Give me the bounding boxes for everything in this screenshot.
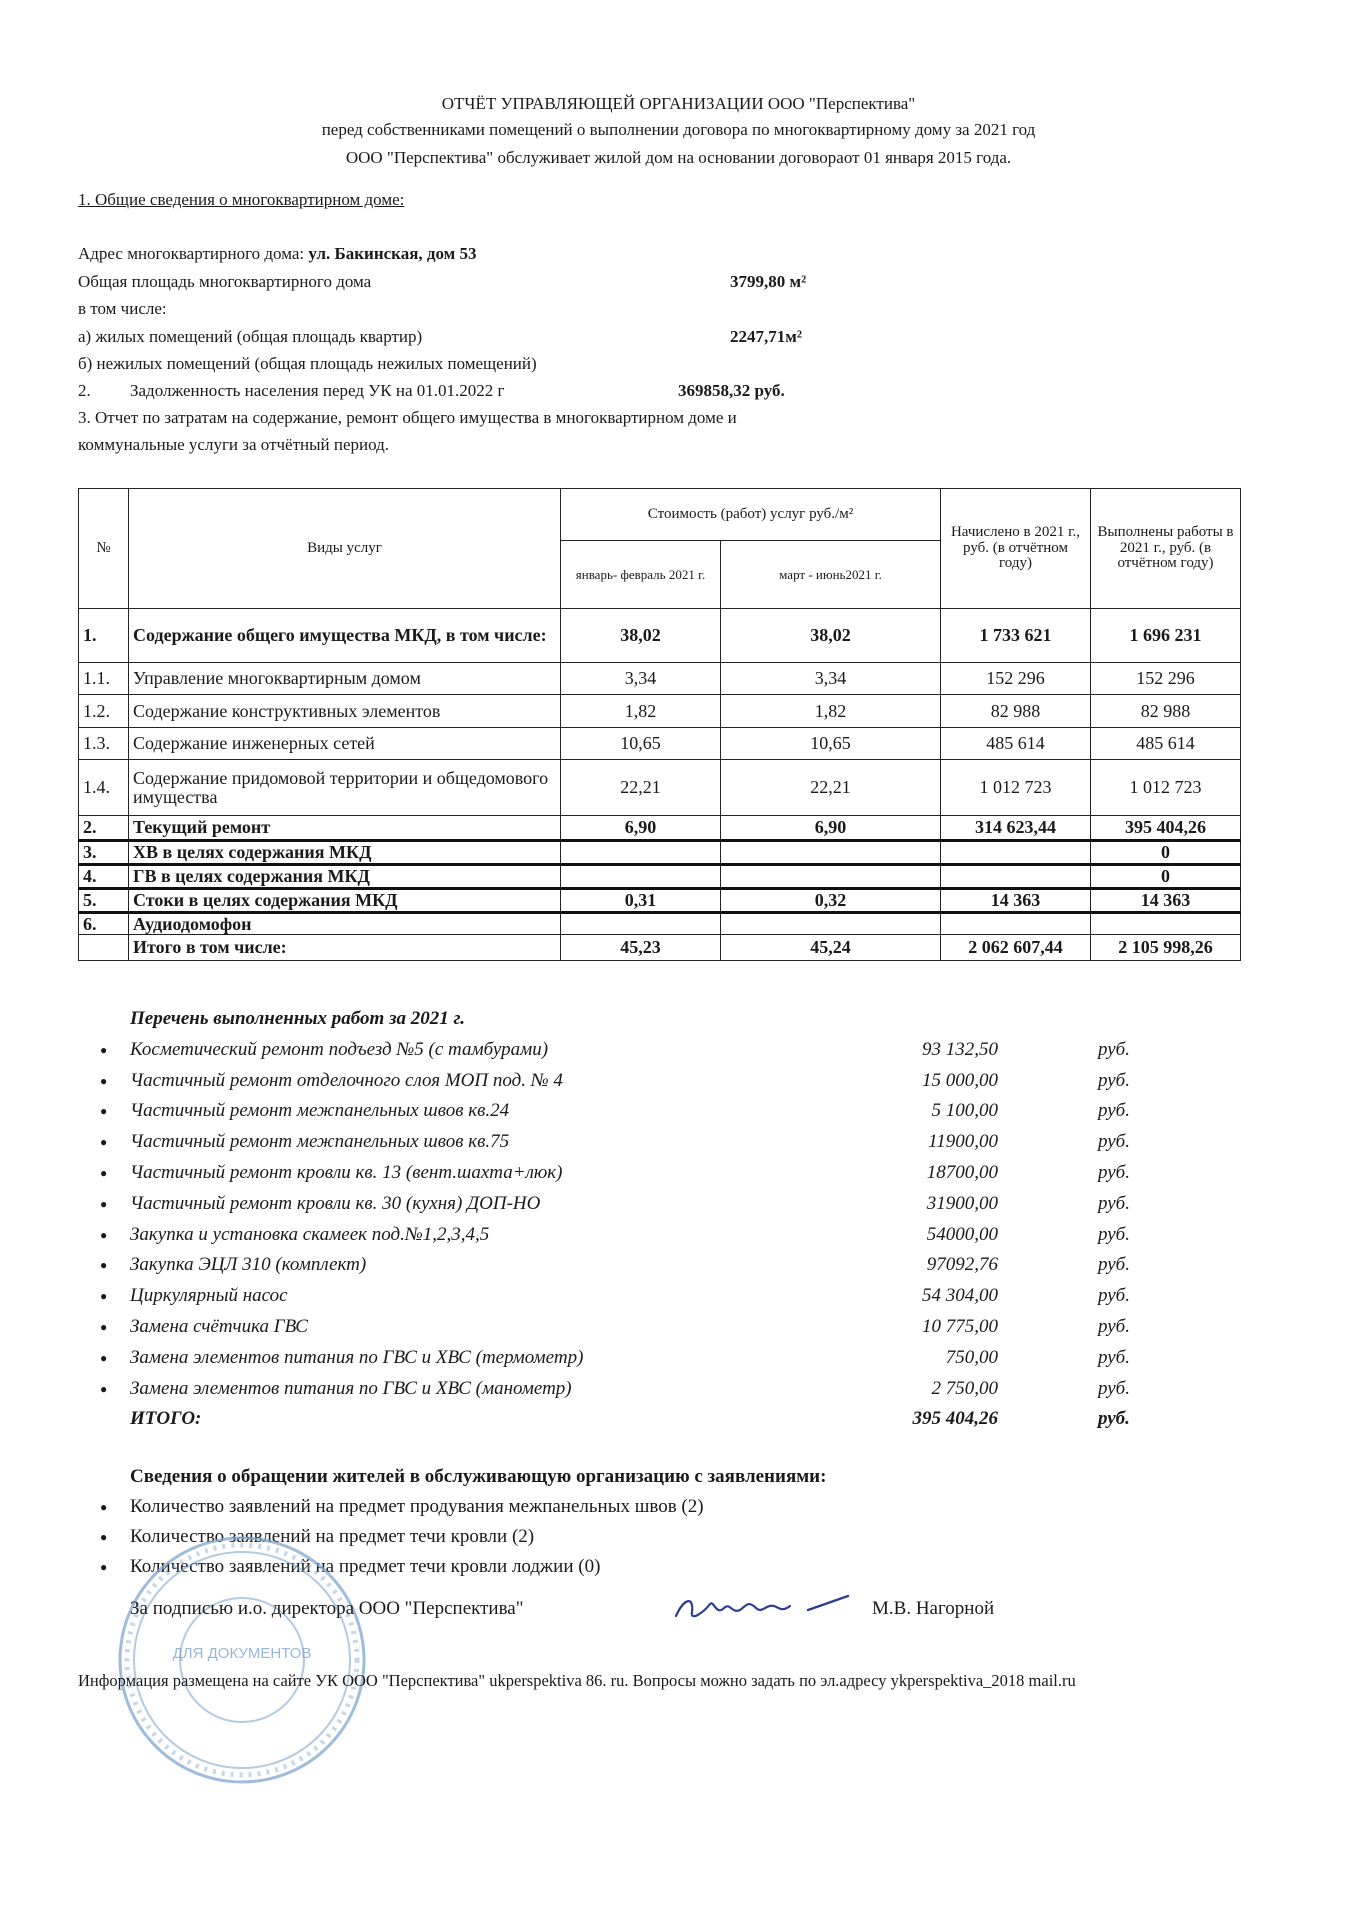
row-p1: 3,34 — [561, 663, 721, 695]
row-name: Содержание инженерных сетей — [129, 728, 561, 760]
row-done: 1 696 231 — [1091, 609, 1241, 663]
work-amount: 10 775,00 — [922, 1315, 998, 1337]
work-name: Замена элементов питания по ГВС и ХВС (манометр) — [130, 1377, 572, 1399]
row-num: 1.2. — [79, 695, 129, 728]
row-num: 5. — [79, 889, 129, 913]
row-done: 2 105 998,26 — [1091, 935, 1241, 961]
appeals-heading: Сведения о обращении жителей в обслуживающую организацию с заявлениями: — [130, 1466, 827, 1487]
row-p1: 22,21 — [561, 760, 721, 816]
work-currency: руб. — [1098, 1069, 1130, 1091]
work-amount: 750,00 — [945, 1346, 998, 1368]
row-p2 — [721, 865, 941, 889]
row-done: 485 614 — [1091, 728, 1241, 760]
row-p2: 10,65 — [721, 728, 941, 760]
address-label: Адрес многоквартирного дома: — [78, 244, 305, 263]
row-p2 — [721, 913, 941, 935]
debt-value: 369858,32 руб. — [678, 381, 785, 400]
bullet-icon: ● — [100, 1530, 108, 1544]
row-done — [1091, 913, 1241, 935]
living-area-value: 2247,71м² — [730, 327, 802, 346]
section3-line1: 3. Отчет по затратам на содержание, ремонт общего имущества в многоквартирном доме и — [78, 408, 737, 427]
table-row — [79, 760, 1241, 816]
row-p2: 1,82 — [721, 695, 941, 728]
row-name: Итого в том числе: — [129, 935, 561, 961]
row-p1: 45,23 — [561, 935, 721, 961]
row-p2: 45,24 — [721, 935, 941, 961]
table-row — [79, 695, 1241, 728]
row-p1 — [561, 841, 721, 865]
bullet-icon: ● — [100, 1073, 108, 1088]
row-charged: 152 296 — [941, 663, 1091, 695]
list-item — [100, 1158, 1140, 1189]
work-currency: руб. — [1098, 1346, 1130, 1368]
including-label: в том числе: — [78, 299, 167, 318]
appeal-text: Количество заявлений на предмет течи кровли лоджии (0) — [130, 1556, 601, 1577]
table-total-row — [79, 935, 1241, 961]
appeal-text: Количество заявлений на предмет течи кровли (2) — [130, 1526, 535, 1547]
debt-label: Задолженность населения перед УК на 01.01.2022 г — [130, 381, 505, 400]
header-period2: март - июнь2021 г. — [721, 541, 941, 609]
row-p2: 22,21 — [721, 760, 941, 816]
address-row — [78, 244, 477, 264]
work-name: Замена счётчика ГВС — [130, 1315, 308, 1337]
row-charged: 314 623,44 — [941, 816, 1091, 841]
bullet-icon: ● — [100, 1258, 108, 1273]
bullet-icon: ● — [100, 1500, 108, 1514]
table-row — [79, 841, 1241, 865]
signature-image — [670, 1582, 860, 1632]
work-amount: 2 750,00 — [931, 1377, 998, 1399]
header-services: Виды услуг — [129, 489, 561, 609]
bullet-icon: ● — [100, 1350, 108, 1365]
row-p2: 0,32 — [721, 889, 941, 913]
list-item — [100, 1281, 1140, 1312]
row-p2: 38,02 — [721, 609, 941, 663]
total-area-value: 3799,80 м² — [730, 272, 807, 291]
work-amount: 54000,00 — [926, 1223, 998, 1245]
work-currency: руб. — [1098, 1285, 1130, 1307]
row-name: Текущий ремонт — [129, 816, 561, 841]
work-currency: руб. — [1098, 1377, 1130, 1399]
header-cost: Стоимость (работ) услуг руб./м² — [561, 489, 941, 541]
works-total-currency: руб. — [1098, 1408, 1130, 1430]
work-amount: 31900,00 — [926, 1192, 998, 1214]
list-item — [100, 1343, 1140, 1374]
header-num: № — [79, 489, 129, 609]
row-charged: 2 062 607,44 — [941, 935, 1091, 961]
work-currency: руб. — [1098, 1223, 1130, 1245]
list-item — [100, 1096, 1140, 1127]
section3-line2: коммунальные услуги за отчётный период. — [78, 435, 390, 454]
row-name: ГВ в целях содержания МКД — [129, 865, 561, 889]
organization-stamp — [112, 1530, 372, 1790]
row-name: Содержание общего имущества МКД, в том числе: — [129, 609, 561, 663]
row-num: 1. — [79, 609, 129, 663]
row-num: 2. — [79, 816, 129, 841]
footer-info: Информация размещена на сайте УК ООО "Перспектива" ukperspektiva 86. ru. Вопросы можно задать по эл.адресу ykperspektiva_2018 mail.ru — [78, 1671, 1076, 1690]
report-contract-line: ООО "Перспектива" обслуживает жилой дом на основании договораот 01 января 2015 года. — [345, 148, 1012, 167]
row-name: Стоки в целях содержания МКД — [129, 889, 561, 913]
work-amount: 18700,00 — [926, 1161, 998, 1183]
table-row — [79, 913, 1241, 935]
debt-number: 2. — [78, 381, 91, 400]
row-charged: 1 012 723 — [941, 760, 1091, 816]
row-p1 — [561, 865, 721, 889]
works-total-row — [100, 1404, 1140, 1435]
report-subtitle: перед собственниками помещений о выполнении договора по многоквартирному дому за 2021 год — [321, 120, 1036, 139]
work-name: Частичный ремонт межпанельных швов кв.24 — [130, 1100, 510, 1122]
list-item — [100, 1127, 1140, 1158]
list-item — [100, 1220, 1140, 1251]
row-p1: 10,65 — [561, 728, 721, 760]
bullet-icon: ● — [100, 1319, 108, 1334]
list-item — [100, 1189, 1140, 1220]
work-currency: руб. — [1098, 1192, 1130, 1214]
bullet-icon: ● — [100, 1104, 108, 1119]
row-num: 1.1. — [79, 663, 129, 695]
appeal-text: Количество заявлений на предмет продувания межпанельных швов (2) — [130, 1496, 704, 1517]
work-name: Закупка ЭЦЛ 310 (комплект) — [130, 1254, 367, 1276]
work-amount: 93 132,50 — [922, 1038, 998, 1060]
list-item — [100, 1374, 1140, 1405]
row-name: ХВ в целях содержания МКД — [129, 841, 561, 865]
work-amount: 11900,00 — [928, 1131, 998, 1153]
works-heading-row — [100, 1004, 1140, 1035]
row-done: 0 — [1091, 865, 1241, 889]
bullet-icon: ● — [100, 1227, 108, 1242]
work-name: Частичный ремонт кровли кв. 30 (кухня) ДОП-НО — [130, 1192, 541, 1214]
work-currency: руб. — [1098, 1161, 1130, 1183]
living-area-label: а) жилых помещений (общая площадь квартир) — [78, 327, 423, 346]
work-amount: 5 100,00 — [931, 1100, 998, 1122]
row-p2 — [721, 841, 941, 865]
row-name: Аудиодомофон — [129, 913, 561, 935]
work-name: Закупка и установка скамеек под.№1,2,3,4,5 — [130, 1223, 490, 1245]
header-period1: январь- февраль 2021 г. — [561, 541, 721, 609]
row-num: 1.4. — [79, 760, 129, 816]
work-currency: руб. — [1098, 1131, 1130, 1153]
work-name: Частичный ремонт межпанельных швов кв.75 — [130, 1131, 510, 1153]
row-charged — [941, 841, 1091, 865]
row-num: 1.3. — [79, 728, 129, 760]
address-value: ул. Бакинская, дом 53 — [308, 244, 477, 263]
row-name: Содержание конструктивных элементов — [129, 695, 561, 728]
bullet-icon: ● — [100, 1289, 108, 1304]
row-done: 1 012 723 — [1091, 760, 1241, 816]
table-row — [79, 609, 1241, 663]
work-amount: 15 000,00 — [922, 1069, 998, 1091]
row-p2: 6,90 — [721, 816, 941, 841]
list-item — [100, 1066, 1140, 1097]
row-num — [79, 935, 129, 961]
nonliving-area-label: б) нежилых помещений (общая площадь нежилых помещений) — [78, 354, 537, 373]
row-done: 395 404,26 — [1091, 816, 1241, 841]
header-done: Выполнены работы в 2021 г., руб. (в отчётном году) — [1091, 489, 1241, 609]
row-num: 6. — [79, 913, 129, 935]
work-name: Косметический ремонт подъезд №5 (с тамбурами) — [130, 1038, 549, 1060]
director-name: М.В. Нагорной — [872, 1598, 995, 1619]
row-charged: 82 988 — [941, 695, 1091, 728]
work-amount: 54 304,00 — [922, 1285, 998, 1307]
list-item — [100, 1312, 1140, 1343]
bullet-icon: ● — [100, 1381, 108, 1396]
row-charged: 14 363 — [941, 889, 1091, 913]
table-header-row — [79, 489, 1241, 541]
work-amount: 97092,76 — [926, 1254, 998, 1276]
header-charged: Начислено в 2021 г., руб. (в отчётном году) — [941, 489, 1091, 609]
bullet-icon: ● — [100, 1196, 108, 1211]
work-currency: руб. — [1098, 1315, 1130, 1337]
signature-label: За подписью и.о. директора ООО "Перспектива" — [130, 1598, 524, 1619]
works-total-amount: 395 404,26 — [912, 1408, 998, 1430]
row-p2: 3,34 — [721, 663, 941, 695]
total-area-label: Общая площадь многоквартирного дома — [78, 272, 372, 291]
row-charged: 1 733 621 — [941, 609, 1091, 663]
row-done: 82 988 — [1091, 695, 1241, 728]
row-p1: 1,82 — [561, 695, 721, 728]
stamp-text: ДЛЯ ДОКУМЕНТОВ — [172, 1645, 312, 1662]
row-num: 4. — [79, 865, 129, 889]
bullet-icon: ● — [100, 1165, 108, 1180]
works-list — [100, 1004, 1140, 1435]
table-row — [79, 816, 1241, 841]
table-row — [79, 663, 1241, 695]
row-p1: 6,90 — [561, 816, 721, 841]
row-charged: 485 614 — [941, 728, 1091, 760]
bullet-icon: ● — [100, 1560, 108, 1574]
row-p1: 0,31 — [561, 889, 721, 913]
bullet-icon: ● — [100, 1042, 108, 1057]
table-row — [79, 728, 1241, 760]
works-total-label: ИТОГО: — [130, 1408, 202, 1430]
report-title: ОТЧЁТ УПРАВЛЯЮЩЕЙ ОРГАНИЗАЦИИ ООО "Перспектива" — [441, 94, 916, 113]
work-currency: руб. — [1098, 1100, 1130, 1122]
work-name: Частичный ремонт отделочного слоя МОП под. № 4 — [130, 1069, 563, 1091]
work-name: Циркулярный насос — [130, 1285, 288, 1307]
work-name: Частичный ремонт кровли кв. 13 (вент.шахта+люк) — [130, 1161, 563, 1183]
list-item — [100, 1250, 1140, 1281]
row-done: 14 363 — [1091, 889, 1241, 913]
row-num: 3. — [79, 841, 129, 865]
row-charged — [941, 913, 1091, 935]
list-item — [100, 1035, 1140, 1066]
row-name: Управление многоквартирным домом — [129, 663, 561, 695]
row-done: 0 — [1091, 841, 1241, 865]
row-charged — [941, 865, 1091, 889]
works-heading: Перечень выполненных работ за 2021 г. — [130, 1008, 465, 1029]
table-row — [79, 865, 1241, 889]
row-p1 — [561, 913, 721, 935]
services-table — [78, 488, 1241, 961]
row-name: Содержание придомовой территории и общедомового имущества — [129, 760, 561, 816]
work-currency: руб. — [1098, 1038, 1130, 1060]
section1-heading: 1. Общие сведения о многоквартирном доме: — [78, 190, 405, 209]
table-row — [79, 889, 1241, 913]
work-currency: руб. — [1098, 1254, 1130, 1276]
bullet-icon: ● — [100, 1135, 108, 1150]
row-done: 152 296 — [1091, 663, 1241, 695]
row-p1: 38,02 — [561, 609, 721, 663]
work-name: Замена элементов питания по ГВС и ХВС (термометр) — [130, 1346, 584, 1368]
